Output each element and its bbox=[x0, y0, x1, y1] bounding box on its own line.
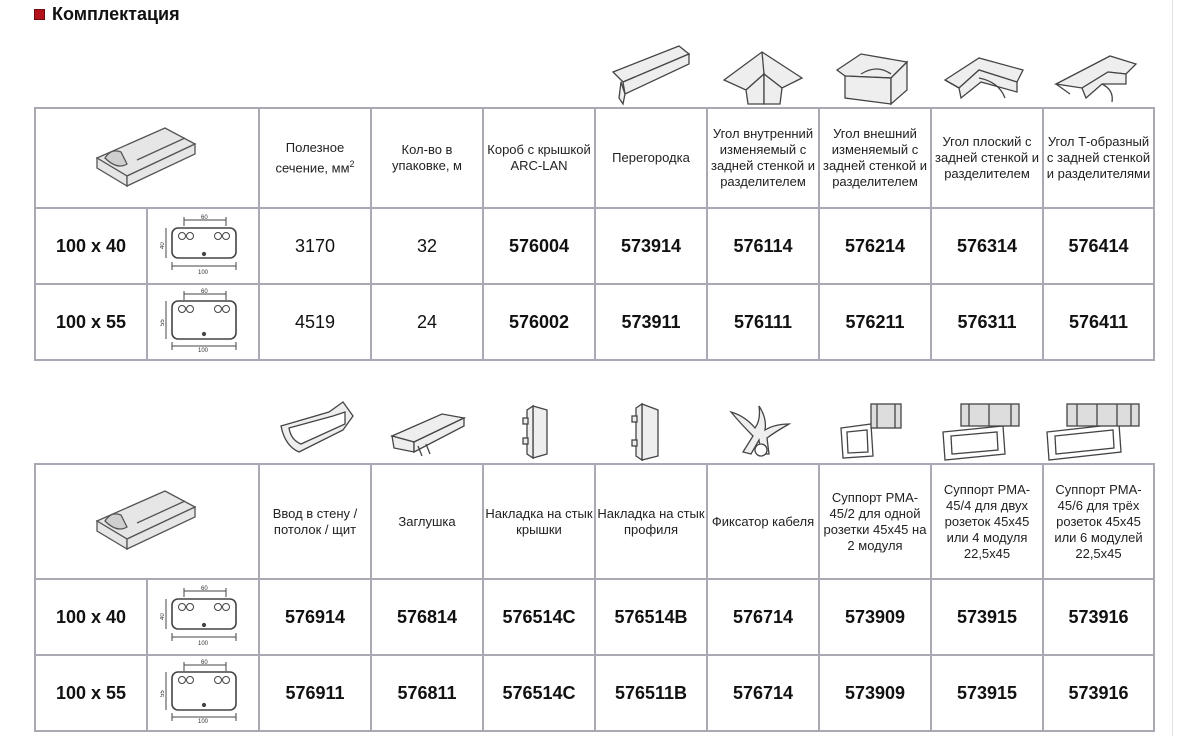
inner-corner-icon bbox=[707, 38, 818, 108]
code-cell: 573915 bbox=[931, 579, 1043, 655]
header-support-6: Суппорт PMA-45/6 для трёх розеток 45x45 или 6 модулей 22,5x45 bbox=[1043, 464, 1154, 579]
flat-corner-icon bbox=[929, 38, 1040, 108]
duct-profile-picture bbox=[35, 108, 259, 208]
width-dim-label: 100 bbox=[198, 640, 209, 645]
header-flat-corner: Угол плоский с задней стенкой и разделителем bbox=[931, 108, 1043, 208]
page-edge-line bbox=[1172, 0, 1173, 736]
inner-dim-label: 60 bbox=[201, 659, 208, 666]
code-cell: 576311 bbox=[931, 284, 1043, 360]
accessory-icons-row-1 bbox=[0, 38, 1183, 108]
row-size: 100 x 55 bbox=[35, 655, 147, 731]
code-cell: 573911 bbox=[595, 284, 707, 360]
cross-section-55-icon bbox=[160, 659, 246, 723]
code-cell: 573909 bbox=[819, 655, 931, 731]
code-cell: 576314 bbox=[931, 208, 1043, 284]
code-cell: 573909 bbox=[819, 579, 931, 655]
row-size: 100 x 40 bbox=[35, 208, 147, 284]
table-row bbox=[35, 284, 1154, 360]
row-size: 100 x 55 bbox=[35, 284, 147, 360]
code-cell: 573915 bbox=[931, 655, 1043, 731]
cross-section-drawing bbox=[147, 655, 259, 731]
support-pma-45-6-icon bbox=[1037, 392, 1148, 462]
spec-table-1 bbox=[34, 107, 1155, 361]
code-cell: 576111 bbox=[707, 284, 819, 360]
code-cell: 576514B bbox=[595, 579, 707, 655]
end-cap-icon bbox=[371, 392, 482, 462]
cross-section-drawing bbox=[147, 284, 259, 360]
header-profile-joint: Накладка на стык профиля bbox=[595, 464, 707, 579]
header-support-2: Суппорт PMA-45/2 для одной розетки 45x45 на 2 модуля bbox=[819, 464, 931, 579]
accessory-icons-row-2 bbox=[0, 392, 1183, 462]
code-cell: 576811 bbox=[371, 655, 483, 731]
cross-section-drawing bbox=[147, 208, 259, 284]
code-cell: 576511B bbox=[595, 655, 707, 731]
table-row bbox=[35, 655, 1154, 731]
header-pack: Кол-во в упаковке, м bbox=[371, 108, 483, 208]
profile-joint-icon bbox=[593, 392, 704, 462]
code-cell: 576914 bbox=[259, 579, 371, 655]
header-wall-entry: Ввод в стену / потолок / щит bbox=[259, 464, 371, 579]
t-corner-icon bbox=[1040, 38, 1151, 108]
code-cell: 576414 bbox=[1043, 208, 1154, 284]
code-cell: 576004 bbox=[483, 208, 595, 284]
code-cell: 576514C bbox=[483, 579, 595, 655]
height-dim-label: 40 bbox=[160, 612, 166, 620]
code-cell: 573914 bbox=[595, 208, 707, 284]
row-size: 100 x 40 bbox=[35, 579, 147, 655]
inner-dim-label: 60 bbox=[201, 585, 208, 592]
spec-table-2 bbox=[34, 463, 1155, 732]
table-row bbox=[35, 208, 1154, 284]
heading-title: Комплектация bbox=[52, 3, 180, 24]
cross-section-55-icon bbox=[160, 288, 246, 352]
duct-profile-icon bbox=[87, 120, 207, 192]
header-cover-joint: Накладка на стык крышки bbox=[483, 464, 595, 579]
inner-dim-label: 60 bbox=[201, 214, 208, 221]
height-dim-label: 55 bbox=[160, 689, 166, 697]
code-cell: 576514C bbox=[483, 655, 595, 731]
cross-section-drawing bbox=[147, 579, 259, 655]
header-outer-corner: Угол внешний изменяемый с задней стенкой и разделителем bbox=[819, 108, 931, 208]
code-cell: 573916 bbox=[1043, 579, 1154, 655]
header-section-sup: 2 bbox=[349, 158, 355, 169]
inner-dim-label: 60 bbox=[201, 288, 208, 295]
table-row bbox=[35, 579, 1154, 655]
header-partition: Перегородка bbox=[595, 108, 707, 208]
header-section bbox=[259, 108, 371, 208]
height-dim-label: 40 bbox=[160, 241, 166, 249]
height-dim-label: 55 bbox=[160, 318, 166, 326]
header-t-corner: Угол Т-образный с задней стенкой и разделителями bbox=[1043, 108, 1154, 208]
heading-bullet-icon bbox=[34, 9, 45, 20]
duct-profile-icon bbox=[87, 483, 207, 555]
header-inner-corner: Угол внутренний изменяемый с задней стенкой и разделителем bbox=[707, 108, 819, 208]
header-cable-clip: Фиксатор кабеля bbox=[707, 464, 819, 579]
header-duct: Короб с крышкой ARC-LAN bbox=[483, 108, 595, 208]
code-cell: 576411 bbox=[1043, 284, 1154, 360]
code-cell: 576714 bbox=[707, 655, 819, 731]
section-value: 4519 bbox=[259, 284, 371, 360]
header-end-cap: Заглушка bbox=[371, 464, 483, 579]
section-heading bbox=[34, 3, 180, 25]
outer-corner-icon bbox=[818, 38, 929, 108]
code-cell: 576114 bbox=[707, 208, 819, 284]
header-section-label: Полезное сечение, мм bbox=[275, 139, 350, 176]
cover-joint-icon bbox=[482, 392, 593, 462]
cross-section-40-icon bbox=[160, 214, 246, 274]
duct-profile-picture bbox=[35, 464, 259, 579]
width-dim-label: 100 bbox=[198, 269, 209, 274]
section-value: 3170 bbox=[259, 208, 371, 284]
code-cell: 576714 bbox=[707, 579, 819, 655]
pack-value: 24 bbox=[371, 284, 483, 360]
cross-section-40-icon bbox=[160, 585, 246, 645]
width-dim-label: 100 bbox=[198, 347, 209, 352]
code-cell: 573916 bbox=[1043, 655, 1154, 731]
cable-clip-icon bbox=[704, 392, 815, 462]
code-cell: 576911 bbox=[259, 655, 371, 731]
header-support-4: Суппорт PMA-45/4 для двух розеток 45x45 или 4 модуля 22,5x45 bbox=[931, 464, 1043, 579]
width-dim-label: 100 bbox=[198, 718, 209, 723]
pack-value: 32 bbox=[371, 208, 483, 284]
support-pma-45-2-icon bbox=[815, 392, 926, 462]
code-cell: 576002 bbox=[483, 284, 595, 360]
wall-entry-icon bbox=[260, 392, 371, 462]
code-cell: 576814 bbox=[371, 579, 483, 655]
support-pma-45-4-icon bbox=[926, 392, 1037, 462]
partition-icon bbox=[596, 38, 707, 108]
code-cell: 576214 bbox=[819, 208, 931, 284]
code-cell: 576211 bbox=[819, 284, 931, 360]
